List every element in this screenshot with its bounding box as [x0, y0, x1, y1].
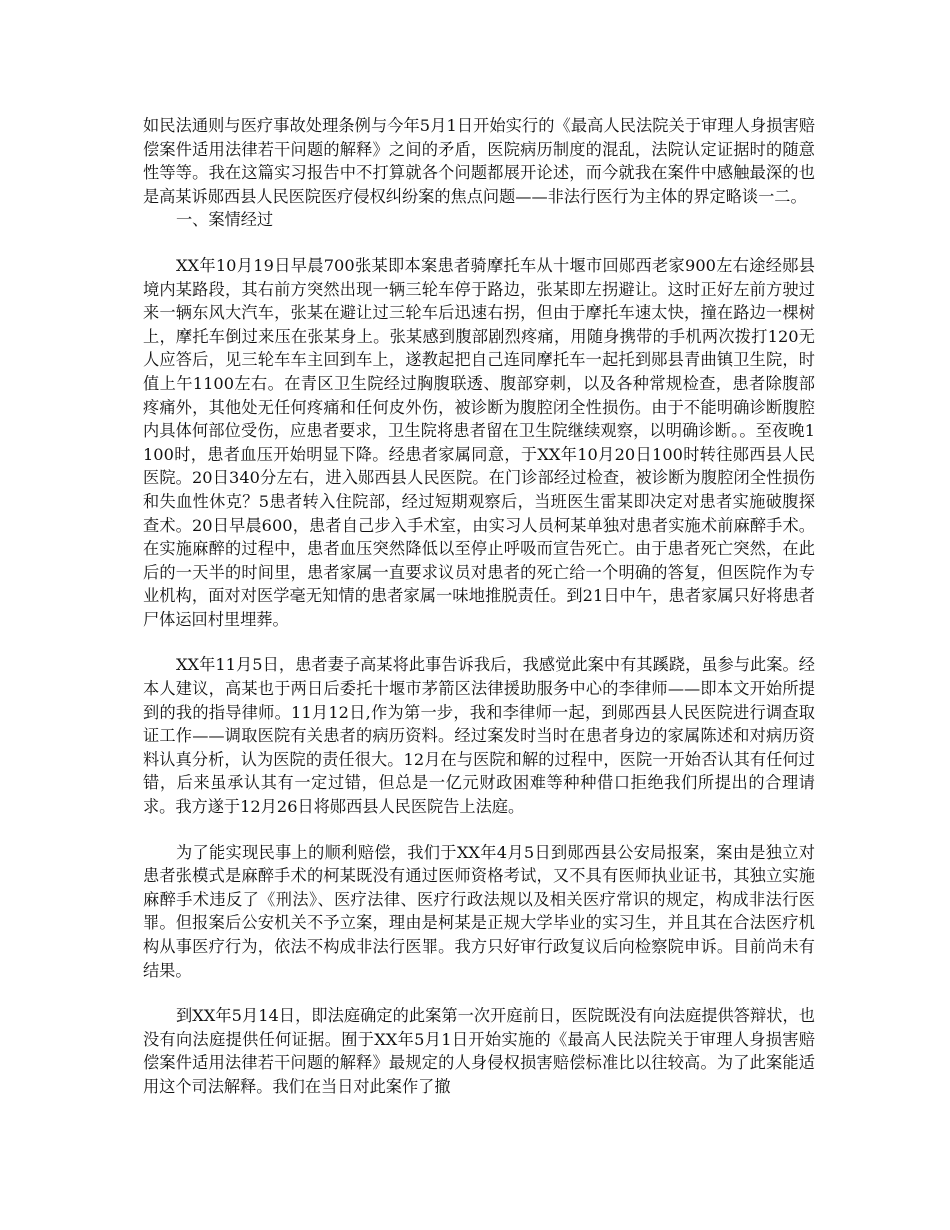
- paragraph-case-facts: XX年10月19日早晨700张某即本案患者骑摩托车从十堰市回郧西老家900左右途经郧县境内某路段，其右前方突然出现一辆三轮车停于路边，张某即左拐避让。这时正好左前方驶过来一辆东风大汽车，张某在避让过三轮车后迅速右拐，但由于摩托车速太快，撞在路边一棵树上，摩托车倒过来压在张某身上。张某感到腹部剧烈疼痛，用随身携带的手机两次拨打120无人应答后，见三轮车车主回到车上，遂教起把自己连同摩托车一起托到郧县青曲镇卫生院，时值上午1100左右。在青区卫生院经过胸腹联透、腹部穿刺，以及各种常规检查，患者除腹部疼痛外，其他处无任何疼痛和任何皮外伤，被诊断为腹腔闭全性损伤。由于不能明确诊断腹腔内具体何部位受伤，应患者要求，卫生院将患者留在卫生院继续观察，以明确诊断。。至夜晚1100时，患者血压开始明显下降。经患者家属同意，于XX年10月20日100时转往郧西县人民医院。20日340分左右，进入郧西县人民医院。在门诊部经过检查，被诊断为腹腔闭全性损伤和失血性休克？5患者转入住院部，经过短期观察后，当班医生雷某即决定对患者实施破腹探查术。20日早晨600，患者自己步入手术室，由实习人员柯某单独对患者实施术前麻醉手术。在实施麻醉的过程中，患者血压突然降低以至停止呼吸而宣告死亡。由于患者死亡突然，在此后的一天半的时间里，患者家属一直要求议员对患者的死亡给一个明确的答复，但医院作为专业机构，面对对医学毫无知情的患者家属一味地推脱责任。到21日中午，患者家属只好将患者尸体运回村里埋葬。: [143, 255, 815, 629]
- section-heading-case: 一、案情经过: [176, 210, 274, 230]
- paragraph-intro: 如民法通则与医疗事故处理条例与今年5月1日开始实行的《最高人民法院关于审理人身损害赔偿案件适用法律若干问题的解释》之间的矛盾，医院病历制度的混乱，法院认定证据时的随意性等等。我在这篇实习报告中不打算就各个问题都展开论述，而今就我在案件中感触最深的也是高某诉郧西县人民医院医疗侵权纠纷案的焦点问题——非法行医行为主体的界定略谈一二。: [143, 116, 815, 206]
- paragraph-lawyer-involvement: XX年11月5日，患者妻子高某将此事告诉我后，我感觉此案中有其蹊跷，虽参与此案。经本人建议，高某也于两日后委托十堰市茅箭区法律援助服务中心的李律师——即本文开始所提到的我的指导律师。11月12日,作为第一步，我和李律师一起，到郧西县人民医院进行调查取证工作——调取医院有关患者的病历资料。经过案发时当时在患者身边的家属陈述和对病历资料认真分析，认为医院的责任很大。12月在与医院和解的过程中，医院一开始否认其有任何过错，后来虽承认其有一定过错，但总是一亿元财政困难等种种借口拒绝我们所提出的合理请求。我方遂于12月26日将郧西县人民医院告上法庭。: [143, 655, 815, 817]
- paragraph-police-report: 为了能实现民事上的顺利赔偿，我们于XX年4月5日到郧西县公安局报案，案由是独立对患者张模式是麻醉手术的柯某既没有通过医师资格考试，又不具有医师执业证书，其独立实施麻醉手术违反了《刑法》、医疗法律、医疗行政法规以及相关医疗常识的规定，构成非法行医罪。但报案后公安机关不予立案，理由是柯某是正规大学毕业的实习生，并且其在合法医疗机构从事医疗行为，依法不构成非法行医罪。我方只好审行政复议后向检察院申诉。目前尚未有结果。: [143, 842, 815, 980]
- document-page: [143, 114, 815, 1099]
- paragraph-court-date: 到XX年5月14日，即法庭确定的此案第一次开庭前日，医院既没有向法庭提供答辩状，也没有向法庭提供任何证据。囿于XX年5月1日开始实施的《最高人民法院关于审理人身损害赔偿案件适用法律若干问题的解释》最规定的人身侵权损害赔偿标准比以往较高。为了此案能适用这个司法解释。我们在当日对此案作了撤: [143, 1006, 815, 1096]
